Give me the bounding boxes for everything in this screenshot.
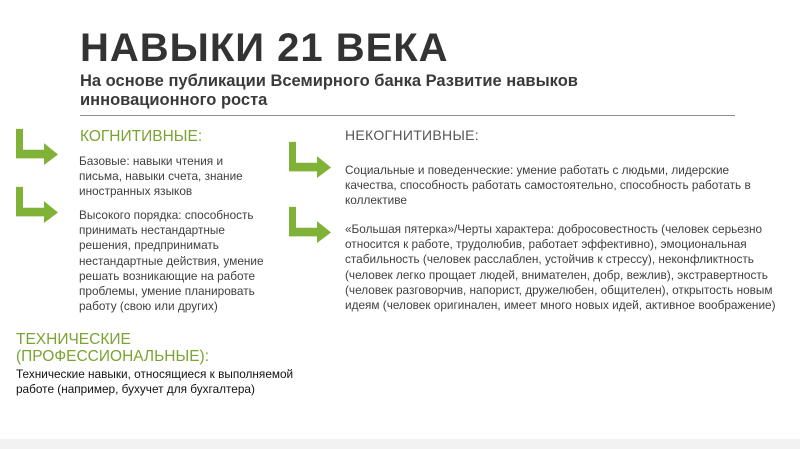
noncognitive-social-text: Социальные и поведенческие: умение работать с людьми, лидерские качества, способность работать самостоятельно, способность работать в коллективе: [345, 163, 751, 208]
page-subtitle: На основе публикации Всемирного банка Развитие навыков инновационного роста: [80, 72, 578, 109]
noncognitive-heading: НЕКОГНИТИВНЫЕ:: [345, 127, 479, 143]
bent-arrow-icon: [14, 185, 62, 225]
page-title: НАВЫКИ 21 ВЕКА: [80, 26, 449, 70]
bent-arrow-icon: [287, 140, 335, 180]
footer-bar: [0, 439, 800, 449]
technical-text: Технические навыки, относящиеся к выполняемой работе (например, бухучет для бухгалтера): [16, 367, 294, 397]
cognitive-higher-text: Высокого порядка: способность принимать нестандартные решения, предпринимать нестандартные действия, умение решать возникающие на работе проблемы, умение планировать работу (свою или других): [79, 208, 264, 314]
noncognitive-bigfive-text: «Большая пятерка»/Черты характера: добросовестность (человек серьезно относится к работе, трудолюбив, работает эффективно), эмоциональная стабильность (человек расслаблен, устойчив к стрессу), неконфликтность (человек легко прощает людей, внимателен, добр, вежлив), экстравертность (человек разговорчив, напорист, дружелюбен, общителен), открытость новым идеям (человек оригинален, имеет много новых идей, активное воображение): [345, 222, 776, 313]
bent-arrow-icon: [287, 205, 335, 245]
bent-arrow-icon: [14, 127, 62, 167]
cognitive-basic-text: Базовые: навыки чтения и письма, навыки счета, знание иностранных языков: [79, 154, 243, 199]
technical-heading: ТЕХНИЧЕСКИЕ (ПРОФЕССИОНАЛЬНЫЕ):: [16, 331, 210, 365]
title-divider: [80, 115, 735, 116]
cognitive-heading: КОГНИТИВНЫЕ:: [80, 128, 203, 145]
